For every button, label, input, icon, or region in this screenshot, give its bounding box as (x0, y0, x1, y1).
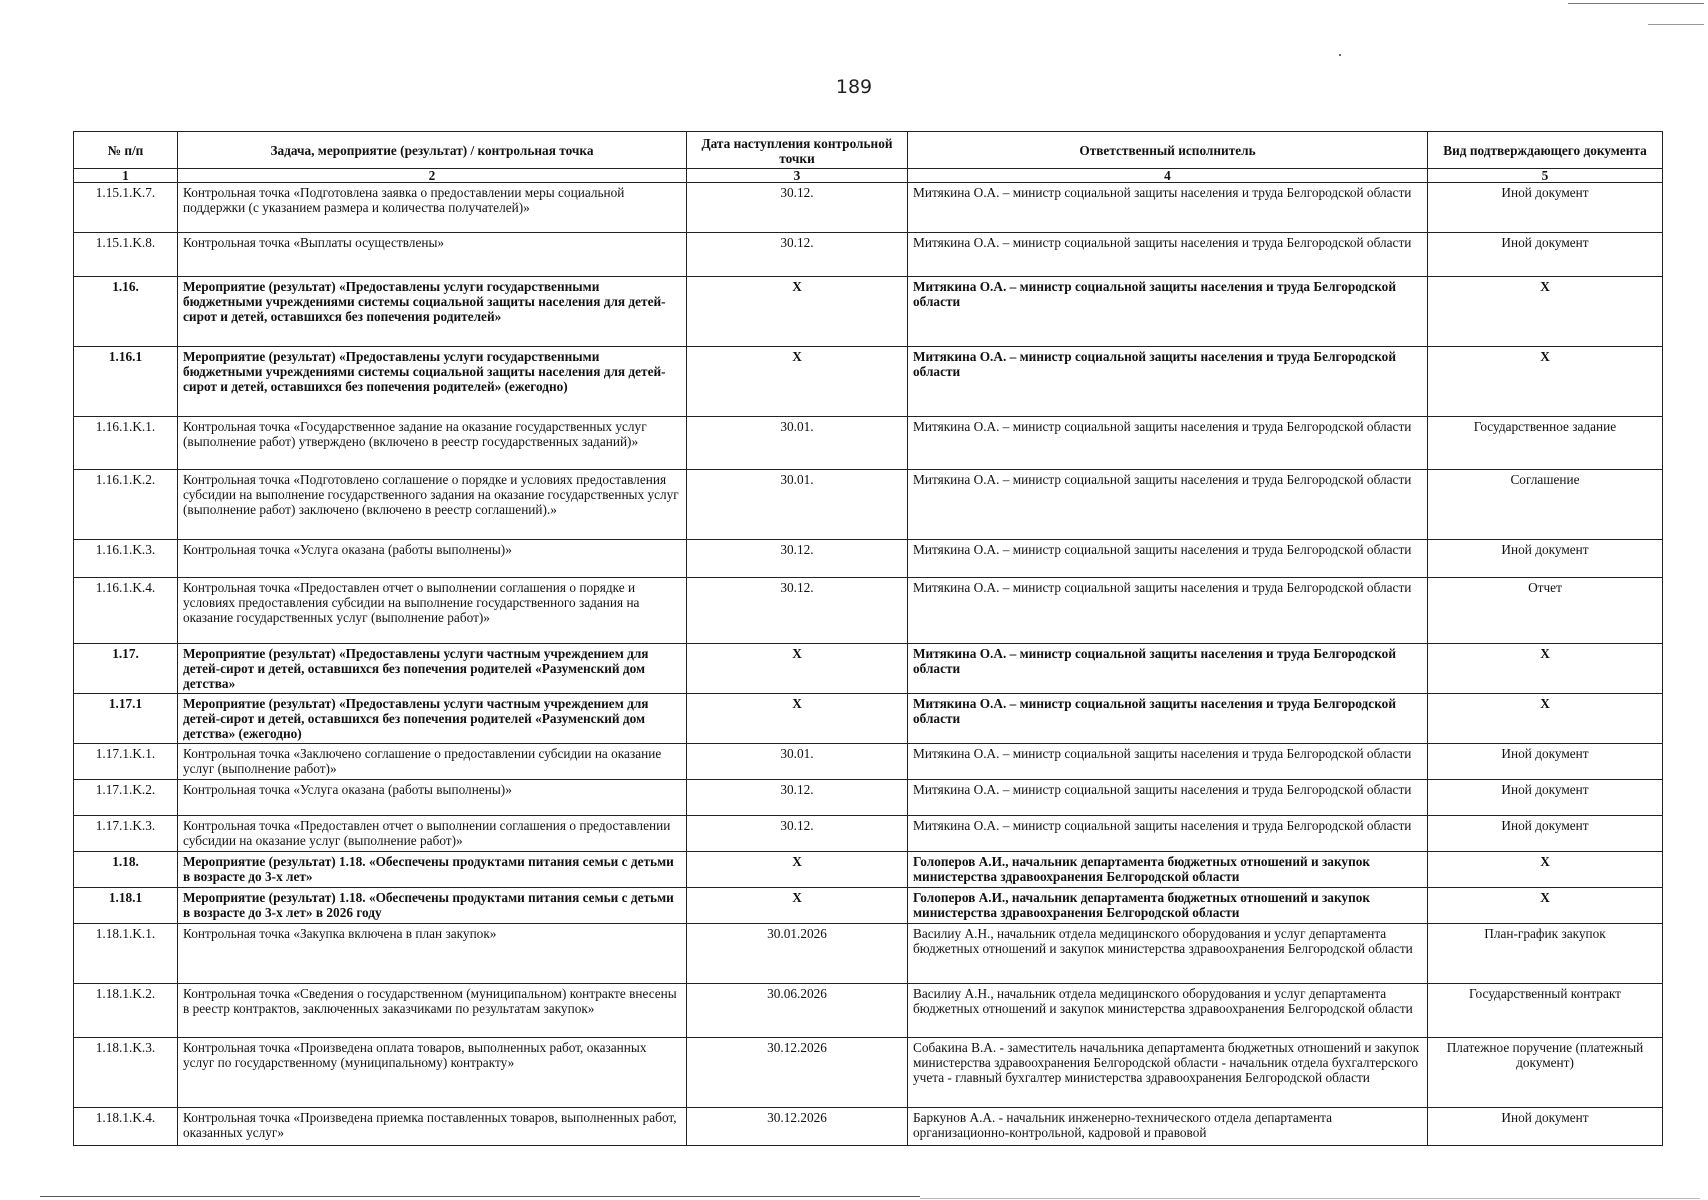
row-task: Контрольная точка «Произведена оплата товаров, выполненных работ, оказанных услуг по государственному (муниципальному) контракту» (178, 1038, 687, 1108)
table-row (74, 924, 1663, 984)
row-date: 30.01. (687, 470, 908, 540)
row-number: 1.16.1.K.2. (74, 470, 178, 540)
table-row (74, 780, 1663, 816)
column-numbers-row (74, 169, 1663, 183)
row-task: Контрольная точка «Заключено соглашение о предоставлении субсидии на оказание услуг (выполнение работ)» (178, 744, 687, 780)
table-row (74, 1108, 1663, 1146)
row-date: X (687, 347, 908, 417)
header-task: Задача, мероприятие (результат) / контрольная точка (178, 132, 687, 169)
row-task: Мероприятие (результат) «Предоставлены услуги частным учреждением для детей-сирот и детей, оставшихся без попечения родителей «Разуменский дом детства» (ежегодно) (178, 694, 687, 744)
row-task: Контрольная точка «Подготовлена заявка о предоставлении меры социальной поддержки (с указанием размера и количества получателей)» (178, 183, 687, 233)
row-task: Контрольная точка «Выплаты осуществлены» (178, 233, 687, 277)
row-number: 1.16. (74, 277, 178, 347)
row-number: 1.17. (74, 644, 178, 694)
row-task: Мероприятие (результат) 1.18. «Обеспечены продуктами питания семьи с детьми в возрасте до 3-х лет» в 2026 году (178, 888, 687, 924)
row-document: План-график закупок (1428, 924, 1663, 984)
table-row (74, 578, 1663, 644)
row-date: 30.01. (687, 417, 908, 470)
row-date: X (687, 277, 908, 347)
table-row (74, 540, 1663, 578)
header-doc: Вид подтверждающего документа (1428, 132, 1663, 169)
scan-edge-line (1648, 24, 1704, 25)
page-number: 189 (835, 76, 873, 98)
row-number: 1.18.1 (74, 888, 178, 924)
table-row (74, 1038, 1663, 1108)
row-task: Мероприятие (результат) «Предоставлены услуги государственными бюджетными учреждениями системы социальной защиты населения для детей-сирот и детей, оставшихся без попечения родителей» (ежегодно) (178, 347, 687, 417)
scan-speck (1339, 54, 1341, 56)
row-number: 1.16.1.K.4. (74, 578, 178, 644)
row-task: Контрольная точка «Сведения о государственном (муниципальном) контракте внесены в реестр контрактов, заключенных заказчиками по результатам закупок» (178, 984, 687, 1038)
row-date: 30.12.2026 (687, 1038, 908, 1108)
row-document: X (1428, 694, 1663, 744)
row-date: 30.12. (687, 780, 908, 816)
row-date: X (687, 694, 908, 744)
row-date: 30.12. (687, 816, 908, 852)
row-responsible: Василиу А.Н., начальник отдела медицинского оборудования и услуг департамента бюджетных отношений и закупок министерства здравоохранения Белгородской области (908, 984, 1428, 1038)
row-responsible: Митякина О.А. – министр социальной защиты населения и труда Белгородской области (908, 233, 1428, 277)
row-responsible: Митякина О.А. – министр социальной защиты населения и труда Белгородской области (908, 780, 1428, 816)
row-task: Контрольная точка «Государственное задание на оказание государственных услуг (выполнение работ) утверждено (включено в реестр государственных заданий)» (178, 417, 687, 470)
row-task: Мероприятие (результат) 1.18. «Обеспечены продуктами питания семьи с детьми в возрасте до 3-х лет» (178, 852, 687, 888)
row-document: Платежное поручение (платежный документ) (1428, 1038, 1663, 1108)
row-document: Иной документ (1428, 183, 1663, 233)
row-document: Соглашение (1428, 470, 1663, 540)
row-responsible: Митякина О.А. – министр социальной защиты населения и труда Белгородской области (908, 470, 1428, 540)
row-document: X (1428, 277, 1663, 347)
row-responsible: Голоперов А.И., начальник департамента бюджетных отношений и закупок министерства здравоохранения Белгородской области (908, 852, 1428, 888)
row-date: X (687, 852, 908, 888)
row-document: Иной документ (1428, 816, 1663, 852)
row-document: X (1428, 888, 1663, 924)
row-date: X (687, 888, 908, 924)
table-row (74, 233, 1663, 277)
row-task: Контрольная точка «Предоставлен отчет о выполнении соглашения о порядке и условиях предоставления субсидии на выполнение государственного задания на оказание государственных услуг (выполнение работ)» (178, 578, 687, 644)
row-task: Контрольная точка «Подготовлено соглашение о порядке и условиях предоставления субсидии на выполнение государственного задания на оказание государственных услуг (выполнение работ) заключено (включено в реестр соглашений).» (178, 470, 687, 540)
row-document: X (1428, 644, 1663, 694)
row-document: Иной документ (1428, 744, 1663, 780)
row-number: 1.18.1.K.3. (74, 1038, 178, 1108)
table-row (74, 816, 1663, 852)
row-document: Государственное задание (1428, 417, 1663, 470)
row-responsible: Митякина О.А. – министр социальной защиты населения и труда Белгородской области (908, 277, 1428, 347)
row-number: 1.17.1.K.3. (74, 816, 178, 852)
row-number: 1.18. (74, 852, 178, 888)
row-responsible: Митякина О.А. – министр социальной защиты населения и труда Белгородской области (908, 417, 1428, 470)
row-number: 1.15.1.K.8. (74, 233, 178, 277)
row-date: 30.12. (687, 540, 908, 578)
row-task: Контрольная точка «Услуга оказана (работы выполнены)» (178, 780, 687, 816)
row-task: Контрольная точка «Услуга оказана (работы выполнены)» (178, 540, 687, 578)
row-document: X (1428, 852, 1663, 888)
row-document: Иной документ (1428, 780, 1663, 816)
row-number: 1.16.1 (74, 347, 178, 417)
column-number: 3 (687, 169, 908, 183)
row-date: 30.12. (687, 578, 908, 644)
table-row (74, 347, 1663, 417)
row-date: 30.12.2026 (687, 1108, 908, 1146)
scan-edge-line (40, 1196, 920, 1197)
scan-edge-line (1568, 3, 1704, 4)
row-date: 30.12. (687, 183, 908, 233)
row-date: X (687, 644, 908, 694)
row-responsible: Митякина О.А. – министр социальной защиты населения и труда Белгородской области (908, 183, 1428, 233)
row-responsible: Василиу А.Н., начальник отдела медицинского оборудования и услуг департамента бюджетных отношений и закупок министерства здравоохранения Белгородской области (908, 924, 1428, 984)
row-number: 1.16.1.K.3. (74, 540, 178, 578)
table-row (74, 470, 1663, 540)
row-number: 1.17.1.K.2. (74, 780, 178, 816)
table-row (74, 694, 1663, 744)
table-row (74, 888, 1663, 924)
row-number: 1.18.1.K.2. (74, 984, 178, 1038)
row-task: Контрольная точка «Предоставлен отчет о выполнении соглашения о предоставлении субсидии на оказание услуг (выполнение работ)» (178, 816, 687, 852)
table-row (74, 852, 1663, 888)
column-number: 2 (178, 169, 687, 183)
row-task: Мероприятие (результат) «Предоставлены услуги государственными бюджетными учреждениями системы социальной защиты населения для детей-сирот и детей, оставшихся без попечения родителей» (178, 277, 687, 347)
row-responsible: Собакина В.А. - заместитель начальника департамента бюджетных отношений и закупок министерства здравоохранения Белгородской области - начальник отдела бухгалтерского учета - главный бухгалтер министерства здравоохранения Белгородской области (908, 1038, 1428, 1108)
row-responsible: Митякина О.А. – министр социальной защиты населения и труда Белгородской области (908, 816, 1428, 852)
row-number: 1.16.1.K.1. (74, 417, 178, 470)
header-responsible: Ответственный исполнитель (908, 132, 1428, 169)
table-row (74, 417, 1663, 470)
column-number: 1 (74, 169, 178, 183)
row-responsible: Митякина О.А. – министр социальной защиты населения и труда Белгородской области (908, 347, 1428, 417)
column-number: 4 (908, 169, 1428, 183)
row-document: Отчет (1428, 578, 1663, 644)
row-responsible: Баркунов А.А. - начальник инженерно-технического отдела департамента организационно-контрольной, кадровой и правовой (908, 1108, 1428, 1146)
row-task: Контрольная точка «Закупка включена в план закупок» (178, 924, 687, 984)
column-number: 5 (1428, 169, 1663, 183)
row-responsible: Митякина О.А. – министр социальной защиты населения и труда Белгородской области (908, 644, 1428, 694)
header-date: Дата наступления контрольной точки (687, 132, 908, 169)
row-responsible: Митякина О.А. – министр социальной защиты населения и труда Белгородской области (908, 694, 1428, 744)
row-task: Контрольная точка «Произведена приемка поставленных товаров, выполненных работ, оказанных услуг» (178, 1108, 687, 1146)
row-responsible: Митякина О.А. – министр социальной защиты населения и труда Белгородской области (908, 744, 1428, 780)
table-row (74, 644, 1663, 694)
table-row (74, 984, 1663, 1038)
row-number: 1.18.1.K.4. (74, 1108, 178, 1146)
row-number: 1.17.1 (74, 694, 178, 744)
row-responsible: Голоперов А.И., начальник департамента бюджетных отношений и закупок министерства здравоохранения Белгородской области (908, 888, 1428, 924)
row-document: Иной документ (1428, 1108, 1663, 1146)
row-date: 30.01. (687, 744, 908, 780)
table-row (74, 277, 1663, 347)
row-document: X (1428, 347, 1663, 417)
row-responsible: Митякина О.А. – министр социальной защиты населения и труда Белгородской области (908, 578, 1428, 644)
row-task: Мероприятие (результат) «Предоставлены услуги частным учреждением для детей-сирот и детей, оставшихся без попечения родителей «Разуменский дом детства» (178, 644, 687, 694)
row-number: 1.17.1.K.1. (74, 744, 178, 780)
table-row (74, 183, 1663, 233)
scan-edge-line (920, 1198, 1700, 1199)
row-document: Государственный контракт (1428, 984, 1663, 1038)
control-points-table (73, 131, 1663, 1146)
row-date: 30.12. (687, 233, 908, 277)
header-num: № п/п (74, 132, 178, 169)
row-responsible: Митякина О.А. – министр социальной защиты населения и труда Белгородской области (908, 540, 1428, 578)
row-number: 1.15.1.K.7. (74, 183, 178, 233)
row-number: 1.18.1.K.1. (74, 924, 178, 984)
row-document: Иной документ (1428, 540, 1663, 578)
row-date: 30.01.2026 (687, 924, 908, 984)
table-header-row (74, 132, 1663, 169)
row-document: Иной документ (1428, 233, 1663, 277)
table-row (74, 744, 1663, 780)
row-date: 30.06.2026 (687, 984, 908, 1038)
